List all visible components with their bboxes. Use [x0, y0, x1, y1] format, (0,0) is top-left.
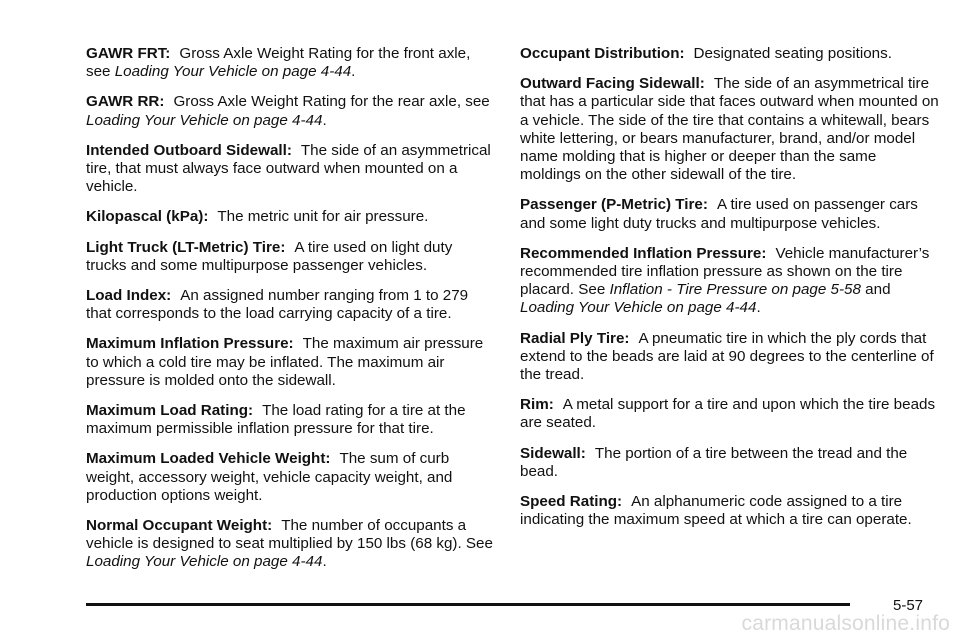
term: Sidewall: [520, 444, 586, 462]
entry-outward-facing-sidewall [520, 75, 940, 184]
conjunction: and [860, 281, 891, 299]
entry-gawr-frt [86, 45, 496, 81]
cross-reference-link[interactable]: Loading Your Vehicle on page 4-44 [86, 111, 323, 129]
entry-maximum-load-rating [86, 402, 496, 438]
entry-intended-outboard-sidewall [86, 142, 496, 197]
watermark: carmanualsonline.info [741, 612, 950, 635]
entry-speed-rating [520, 493, 940, 529]
entry-sidewall [520, 445, 940, 481]
punctuation: . [351, 63, 356, 81]
entry-gawr-rr [86, 93, 496, 129]
entry-load-index [86, 287, 496, 323]
term: Maximum Inflation Pressure: [86, 335, 294, 353]
left-column [86, 45, 496, 584]
term: Intended Outboard Sidewall: [86, 141, 292, 159]
punctuation: . [322, 553, 327, 571]
term: Outward Facing Sidewall: [520, 75, 705, 93]
term: GAWR FRT: [86, 45, 171, 62]
definition: The load rating for a tire at the maximum permissible inflation pressure for that tire. [86, 402, 466, 438]
term: Maximum Load Rating: [86, 402, 254, 420]
definition: The metric unit for air pressure. [217, 208, 429, 226]
definition: An assigned number ranging from 1 to 279 that corresponds to the load carrying capacity of a tire. [86, 287, 469, 323]
punctuation: . [322, 111, 327, 129]
entry-rim [520, 396, 940, 432]
entry-normal-occupant-weight [86, 517, 496, 572]
entry-passenger-tire [520, 196, 940, 232]
entry-occupant-distribution [520, 45, 940, 63]
definition: Vehicle manufacturer’s recommended tire inflation pressure as shown on the tire placard. See [520, 244, 930, 299]
definition: Gross Axle Weight Rating for the rear axle, see [173, 93, 490, 111]
term: Radial Ply Tire: [520, 329, 630, 347]
term: Kilopascal (kPa): [86, 208, 209, 226]
definition: The number of occupants a vehicle is designed to seat multiplied by 150 lbs (68 kg). See [86, 517, 493, 553]
cross-reference-link[interactable]: Inflation - Tire Pressure on page 5-58 [609, 281, 861, 299]
definition: Designated seating positions. [693, 45, 892, 62]
cross-reference-link[interactable]: Loading Your Vehicle on page 4-44 [520, 299, 757, 317]
term: Light Truck (LT-Metric) Tire: [86, 238, 286, 256]
right-column [520, 45, 940, 541]
definition: Gross Axle Weight Rating for the front axle, see [86, 45, 471, 81]
definition: An alphanumeric code assigned to a tire indicating the maximum speed at which a tire can operate. [520, 493, 912, 529]
term: Passenger (P-Metric) Tire: [520, 196, 708, 214]
term: GAWR RR: [86, 93, 165, 111]
term: Load Index: [86, 287, 172, 305]
entry-radial-ply-tire [520, 330, 940, 385]
cross-reference-link[interactable]: Loading Your Vehicle on page 4-44 [114, 63, 352, 81]
term: Rim: [520, 396, 554, 414]
entry-kilopascal [86, 208, 496, 226]
entry-maximum-inflation-pressure [86, 335, 496, 390]
entry-light-truck-tire [86, 239, 496, 275]
definition: The portion of a tire between the tread and the bead. [520, 444, 908, 480]
definition: The maximum air pressure to which a cold tire may be inflated. The maximum air pressure is molded onto the sidewall. [86, 335, 484, 389]
cross-reference-link[interactable]: Loading Your Vehicle on page 4-44 [86, 553, 323, 571]
term: Speed Rating: [520, 493, 623, 511]
term: Recommended Inflation Pressure: [520, 244, 767, 262]
term: Occupant Distribution: [520, 45, 685, 62]
punctuation: . [756, 299, 761, 317]
footer-rule [86, 603, 850, 606]
definition: A pneumatic tire in which the ply cords that extend to the beads are laid at 90 degrees to the centerline of the tread. [520, 329, 934, 384]
term: Maximum Loaded Vehicle Weight: [86, 450, 331, 468]
definition: A tire used on passenger cars and some light duty trucks and multipurpose vehicles. [520, 196, 918, 232]
definition: The sum of curb weight, accessory weight, vehicle capacity weight, and production options weight. [86, 450, 453, 504]
page-number: 5-57 [893, 597, 924, 614]
definition: A metal support for a tire and upon which the tire beads are seated. [520, 396, 936, 432]
definition: The side of an asymmetrical tire that has a particular side that faces outward when mounted on a vehicle. The side of the tire that contains a whitewall, bears white lettering, or bears manufacturer, brand, and/or model name molding that is higher or deeper than the same moldings on the other sidewall of the tire. [520, 75, 939, 184]
definition: The side of an asymmetrical tire, that must always face outward when mounted on a vehicle. [86, 141, 491, 196]
entry-maximum-loaded-vehicle-weight [86, 450, 496, 505]
definition: A tire used on light duty trucks and some multipurpose passenger vehicles. [86, 238, 453, 274]
entry-recommended-inflation-pressure [520, 245, 940, 318]
term: Normal Occupant Weight: [86, 517, 273, 535]
